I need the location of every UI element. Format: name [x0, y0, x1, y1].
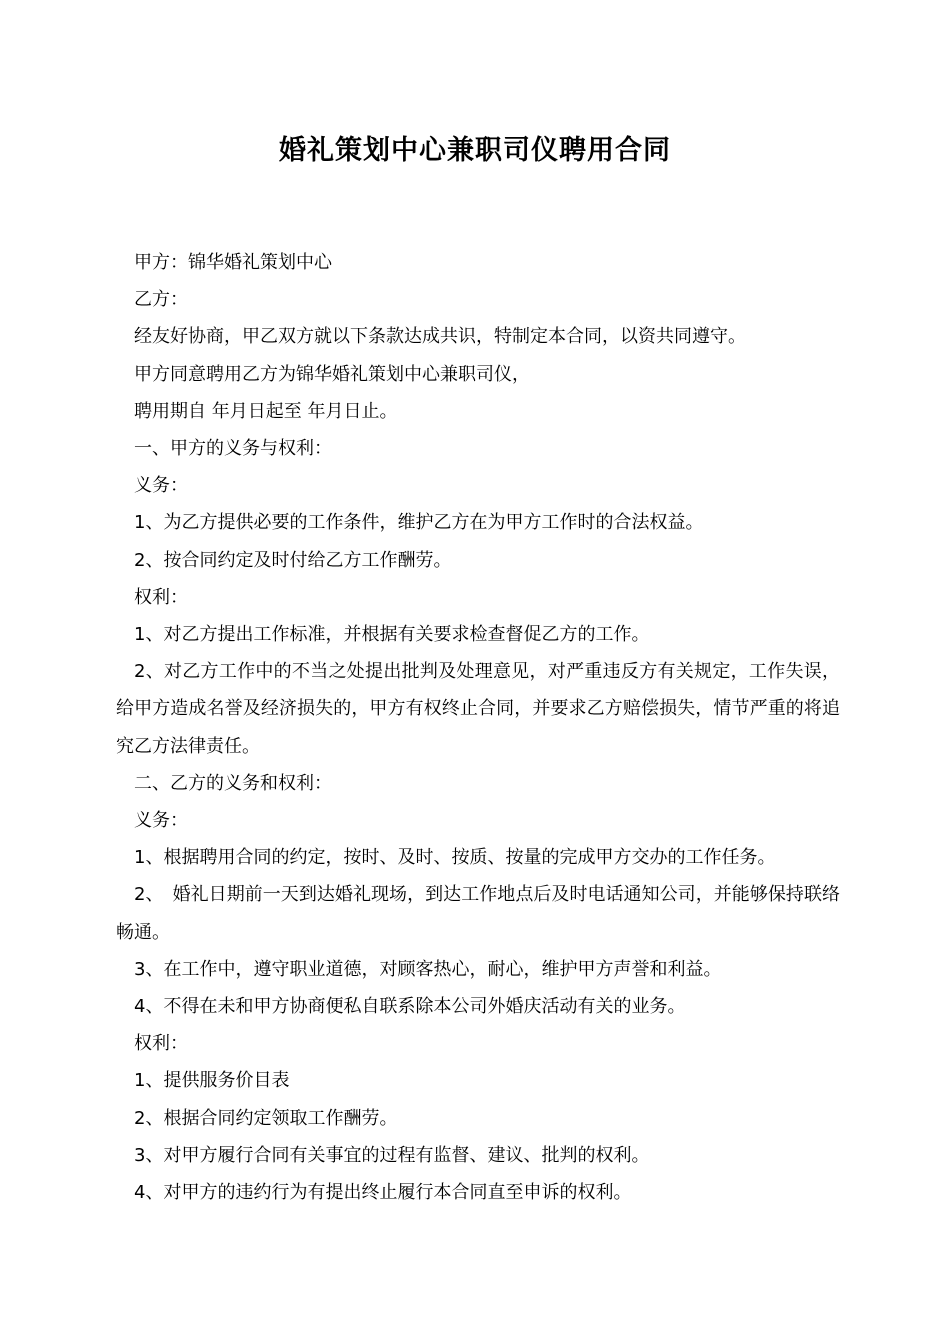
- clause-item: 2、 婚礼日期前一天到达婚礼现场，到达工作地点后及时电话通知公司，并能够保持联络畅通。: [116, 884, 840, 943]
- clause-item: 4、不得在未和甲方协商便私自联系除本公司外婚庆活动有关的业务。: [134, 996, 686, 1018]
- document-body: [116, 244, 840, 1211]
- clause-item: 2、根据合同约定领取工作酬劳。: [134, 1107, 398, 1129]
- hire-period: 聘用期自 年月日起至 年月日止。: [134, 400, 398, 422]
- subheading-obligations-a: 义务：: [134, 475, 188, 497]
- clause-item: 1、对乙方提出工作标准，并根据有关要求检查督促乙方的工作。: [134, 624, 650, 646]
- hire-statement: 甲方同意聘用乙方为锦华婚礼策划中心兼职司仪，: [134, 363, 530, 385]
- party-a-line: 甲方：锦华婚礼策划中心: [134, 252, 332, 273]
- clause-item: 3、对甲方履行合同有关事宜的过程有监督、建议、批判的权利。: [134, 1144, 650, 1166]
- subheading-rights-b: 权利：: [134, 1033, 188, 1055]
- clause-item: 1、提供服务价目表: [134, 1070, 290, 1092]
- clause-item: 2、按合同约定及时付给乙方工作酬劳。: [134, 549, 452, 571]
- party-b-line: 乙方：: [134, 289, 188, 311]
- clause-item: 1、根据聘用合同的约定，按时、及时、按质、按量的完成甲方交办的工作任务。: [134, 847, 776, 869]
- clause-item: 1、为乙方提供必要的工作条件，维护乙方在为甲方工作时的合法权益。: [134, 512, 704, 534]
- section-heading-party-a: 一、甲方的义务与权利：: [134, 438, 332, 460]
- agreement-intro: 经友好协商，甲乙双方就以下条款达成共识，特制定本合同，以资共同遵守。: [134, 326, 746, 348]
- clause-item: 2、对乙方工作中的不当之处提出批判及处理意见，对严重违反方有关规定，工作失误，给甲方造成名誉及经济损失的，甲方有权终止合同，并要求乙方赔偿损失，情节严重的将追究乙方法律责任。: [116, 661, 840, 757]
- clause-item: 4、对甲方的违约行为有提出终止履行本合同直至申诉的权利。: [134, 1182, 632, 1204]
- document-title: 婚礼策划中心兼职司仪聘用合同: [279, 135, 671, 166]
- clause-item: 3、在工作中，遵守职业道德，对顾客热心，耐心，维护甲方声誉和利益。: [134, 958, 722, 980]
- section-heading-party-b: 二、乙方的义务和权利：: [134, 772, 332, 794]
- subheading-obligations-b: 义务：: [134, 810, 188, 832]
- subheading-rights-a: 权利：: [134, 586, 188, 608]
